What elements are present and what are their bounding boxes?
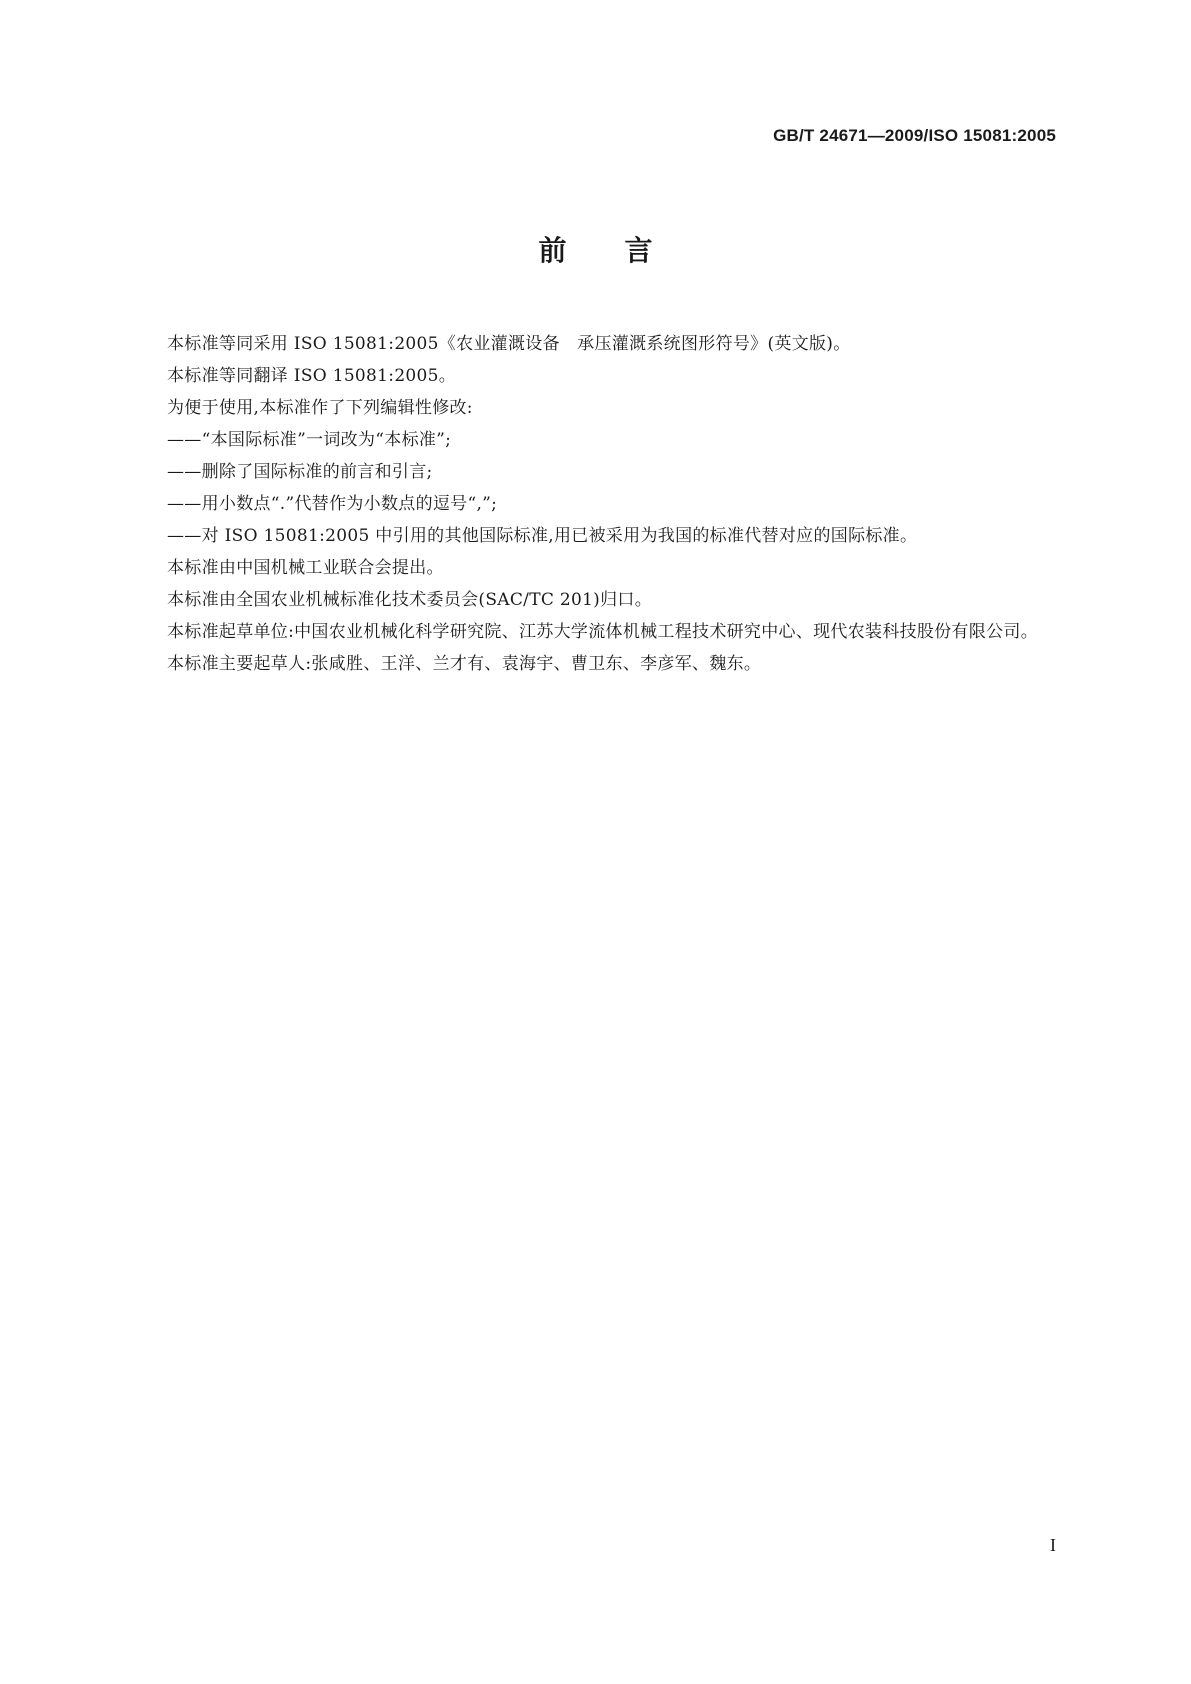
paragraph-editorial-intro: 为便于使用,本标准作了下列编辑性修改:: [167, 398, 473, 418]
list-item-decimal-point: ——用小数点“.”代替作为小数点的逗号“,”;: [167, 494, 498, 514]
list-item-foreword-removed: ——删除了国际标准的前言和引言;: [167, 462, 433, 482]
paragraph-drafting-units: 本标准起草单位:中国农业机械化科学研究院、江苏大学流体机械工程技术研究中心、现代农装科技股份有限公司。: [167, 622, 1039, 642]
list-item-referenced-standards: ——对 ISO 15081:2005 中引用的其他国际标准,用已被采用为我国的标准代替对应的国际标准。: [167, 526, 918, 546]
paragraph-translation: 本标准等同翻译 ISO 15081:2005。: [167, 366, 457, 386]
standard-number: GB/T 24671—2009/ISO 15081:2005: [773, 126, 1056, 145]
page-number: I: [1050, 1535, 1056, 1555]
paragraph-proposer: 本标准由中国机械工业联合会提出。: [167, 558, 444, 578]
paragraph-adoption: 本标准等同采用 ISO 15081:2005《农业灌溉设备 承压灌溉系统图形符号》(英文版)。: [167, 334, 851, 354]
paragraph-drafters: 本标准主要起草人:张咸胜、王洋、兰才有、袁海宇、曹卫东、李彦军、魏东。: [167, 654, 762, 674]
page-title: 前言: [538, 234, 711, 267]
list-item-term-change: ——“本国际标准”一词改为“本标准”;: [167, 430, 452, 450]
foreword-body: [133, 328, 1059, 680]
paragraph-committee: 本标准由全国农业机械标准化技术委员会(SAC/TC 201)归口。: [167, 590, 653, 610]
